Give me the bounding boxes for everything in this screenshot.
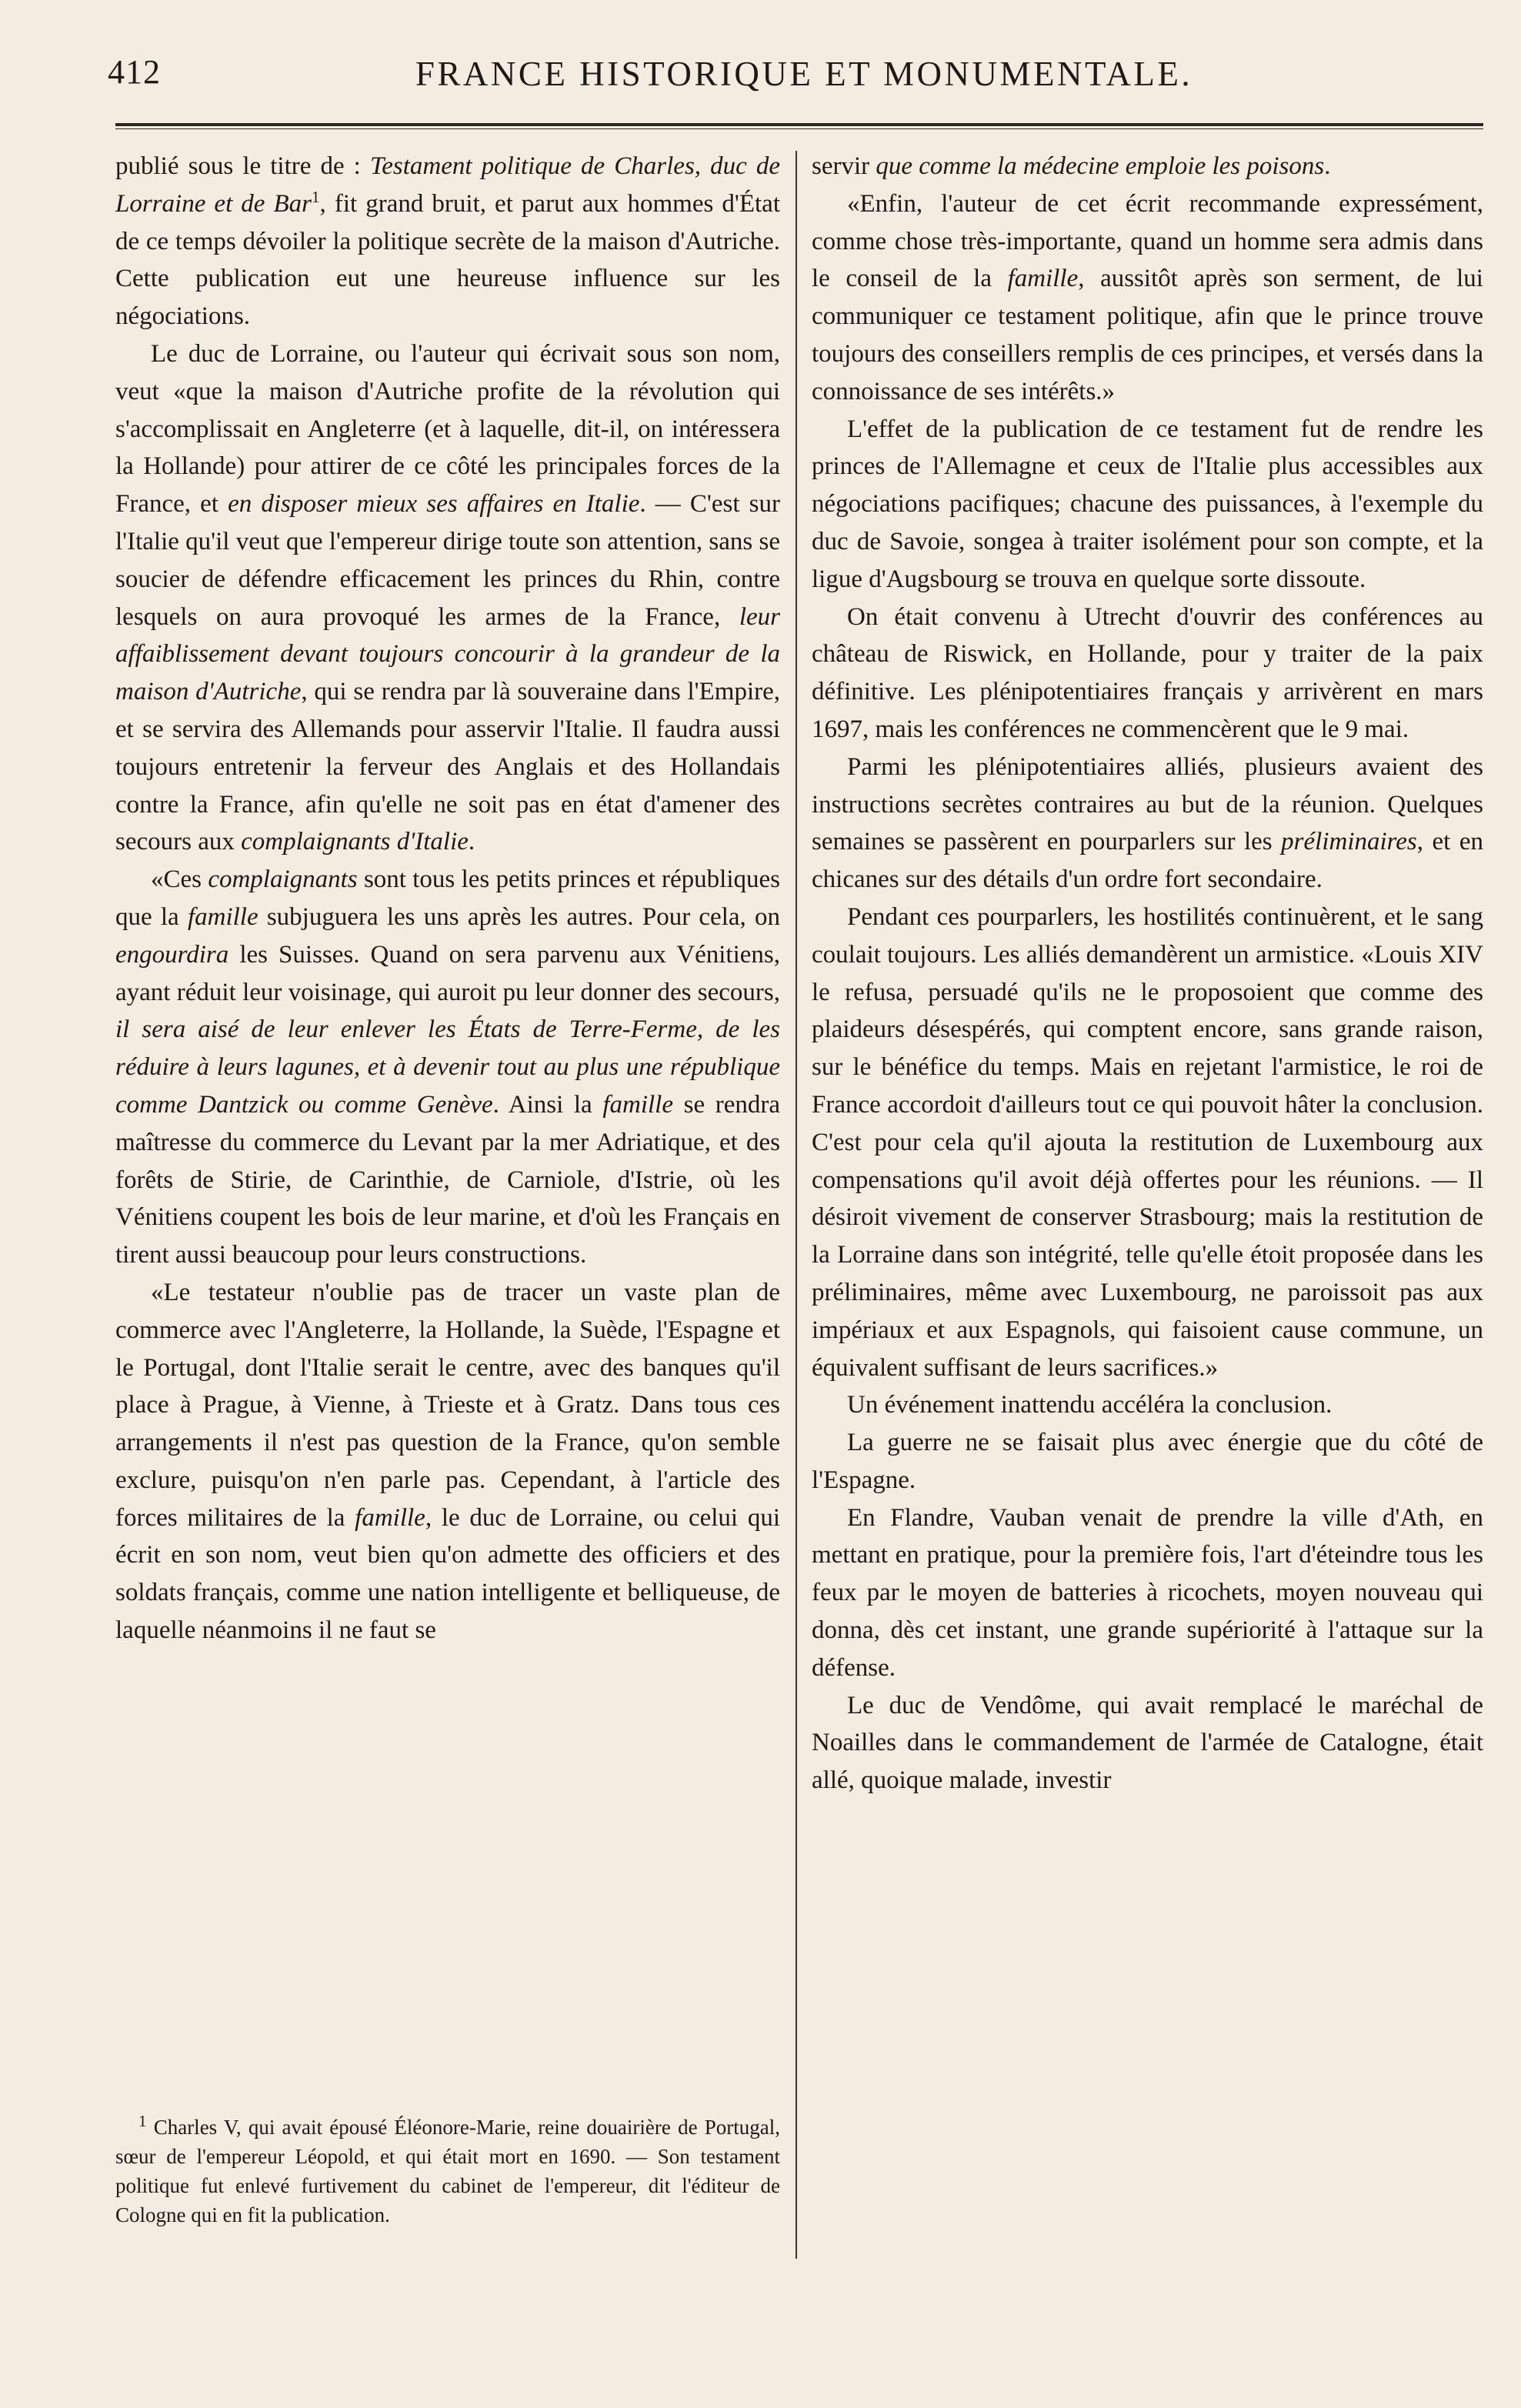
text-italic: que comme la médecine emploie les poisons [876, 152, 1325, 180]
text-run: , qui se rendra par là souveraine dans l'Empire, et se servira des Allemands pour asservir l'Italie. Il faudra aussi toujours entretenir la ferveur des Anglais et des Hollandais contre la France, afin qu'elle ne soit pas en état d'amener des secours aux [115, 678, 780, 856]
paragraph [812, 185, 1483, 411]
text-run: «Le testateur n'oublie pas de tracer un vaste plan de commerce avec l'Angleterre, la Hollande, la Suède, l'Espagne et le Portugal, dont l'Italie serait le centre, avec des banques qu'il place à Prague, à Vienne, à Trieste et à Gratz. Dans tous ces arrangements il n'est pas question de la France, qu'on semble exclure, puisqu'on n'en parle pas. Cependant, à l'article des forces militaires de la [115, 1278, 780, 1532]
paragraph: Pendant ces pourparlers, les hostilités continuèrent, et le sang coulait toujours. Les alliés demandèrent un armistice. «Louis XIV le refusa, persuadé qu'ils ne le proposoient que comme des plaideurs désespérés, qui comptent encore, sans grande raison, sur le bénéfice du temps. Mais en rejetant l'armistice, le roi de France accordoit d'ailleurs tout ce qui pouvoit hâter la conclusion. C'est pour cela qu'il ajouta la restitution de Luxembourg aux compensations qu'il avoit déjà offertes pour les réunions. — Il désiroit vivement de conserver Strasbourg; mais la restitution de la Lorraine dans son intégrité, telle qu'elle étoit proposée dans les préliminaires, même avec Luxembourg, ne paroissoit pas aux impériaux et aux Espagnols, qui faisoient cause commune, un équivalent suffisant de leurs sacrifices.» [812, 902, 1483, 1382]
text-italic: famille [1007, 265, 1079, 293]
text-run: «Enfin, l'auteur de cet écrit recommande expressément, comme chose très-importante, quand un homme sera admis dans le conseil de la [812, 189, 1483, 293]
text-run: se rendra maîtresse du commerce du Levant par la mer Adriatique, et des forêts de Stirie, de Carinthie, de Carniole, d'Istrie, où les Vénitiens coupent les bois de leur marine, et d'où les Français en tirent aussi beaucoup pour leurs constructions. [115, 1090, 781, 1269]
header-rule-thin [115, 128, 1483, 129]
text-run: , aussitôt après son serment, de lui communiquer ce testament politique, afin que le prince trouve toujours des conseillers remplis de ces principes, et versés dans la connoissance de ses intérêts.» [812, 265, 1483, 405]
text-run: . — C'est sur l'Italie qu'il veut que l'empereur dirige toute son attention, sans se soucier de défendre efficacement les princes du Rhin, contre lesquels on aura provoqué les armes de la France, [115, 490, 780, 631]
text-italic: préliminaires [1281, 828, 1417, 856]
text-italic: complaignants [208, 865, 358, 894]
left-column [115, 148, 780, 1649]
paragraph: En Flandre, Vauban venait de prendre la ville d'Ath, en mettant en pratique, pour la première fois, l'art d'éteindre tous les feux par le moyen de batteries à ricochets, moyen nouveau qui donna, dès cet instant, une grande supériorité à l'attaque sur la défense. [812, 1503, 1483, 1682]
paragraph [115, 148, 780, 335]
header-rule [115, 123, 1483, 126]
text-italic: il sera aisé de leur enlever les États de Terre-Ferme, de les réduire à leurs lagunes, et à devenir tout au plus une république comme Dantzick ou comme Genève [115, 1016, 780, 1119]
text-run: sont tous les petits princes et républiques que la [115, 865, 781, 931]
footnote-marker: 1 [138, 2112, 147, 2130]
column-divider [796, 151, 797, 2259]
footnote-marker: 1 [312, 187, 320, 206]
paragraph [812, 148, 1483, 185]
paragraph [115, 861, 780, 1274]
right-column [812, 148, 1483, 1799]
text-run: servir [812, 152, 876, 180]
text-italic: famille [602, 1090, 673, 1119]
text-run: . Ainsi la [492, 1090, 603, 1119]
text-run: , fit grand bruit, et parut aux hommes d'État de ce temps dévoiler la politique secrète de la maison d'Autriche. Cette publication eut une heureuse influence sur les négociations. [115, 189, 780, 331]
footnote-paragraph [115, 2113, 780, 2230]
text-run: «Ces [151, 865, 208, 894]
paragraph: On était convenu à Utrecht d'ouvrir des conférences au château de Riswick, en Hollande, pour y traiter de la paix définitive. Les plénipotentiaires français y arrivèrent en mars 1697, mais les conférences ne commencèrent que le 9 mai. [812, 602, 1483, 743]
text-run: , le duc de Lorraine, ou celui qui écrit en son nom, veut bien qu'on admette des officiers et des soldats français, comme une nation intelligente et belliqueuse, de laquelle néanmoins il ne faut se [115, 1503, 780, 1645]
paragraph [115, 1274, 780, 1649]
paragraph: Le duc de Vendôme, qui avait remplacé le maréchal de Noailles dans le commandement de l'armée de Catalogne, était allé, quoique malade, investir [812, 1691, 1483, 1795]
paragraph: Un événement inattendu accéléra la conclusion. [847, 1391, 1333, 1419]
page-number: 412 [108, 53, 161, 91]
text-run: publié sous le titre de : [115, 152, 370, 180]
text-run: subjuguera les uns après les autres. Pour cela, on [258, 902, 781, 931]
running-title: FRANCE HISTORIQUE ET MONUMENTALE. [415, 55, 1193, 93]
paragraph: L'effet de la publication de ce testament fut de rendre les princes de l'Allemagne et ceux de l'Italie plus accessibles aux négociations pacifiques; chacune des puissances, à l'exemple du duc de Savoie, songea à traiter isolément pour son compte, et la ligue d'Augsbourg se trouva en quelque sorte dissoute. [812, 415, 1483, 593]
text-run: Parmi les plénipotentiaires alliés, plusieurs avaient des instructions secrètes contraires au but de la réunion. Quelques semaines se passèrent en pourparlers sur les [812, 752, 1483, 856]
text-run: Le duc de Lorraine, ou l'auteur qui écrivait sous son nom, veut «que la maison d'Autriche profite de la révolution qui s'accomplissait en Angleterre (et à laquelle, dit-il, on intéressera la Hollande) pour attirer de ce côté les principales forces de la France, et [115, 339, 780, 519]
text-italic: famille [187, 902, 259, 931]
footnote-text: Charles V, qui avait épousé Éléonore-Marie, reine douairière de Portugal, sœur de l'empereur Léopold, et qui était mort en 1690. — Son testament politique fut enlevé furtivement du cabinet de l'empereur, dit l'éditeur de Cologne qui en fit la publication. [115, 2116, 780, 2226]
paragraph [812, 749, 1483, 899]
text-run: les Suisses. Quand on sera parvenu aux Vénitiens, ayant réduit leur voisinage, qui auroit pu leur donner des secours, [115, 940, 780, 1006]
text-italic: famille [355, 1503, 425, 1532]
text-run: , et en chicanes sur des détails d'un ordre fort secondaire. [812, 828, 1483, 894]
text-italic: leur affaiblissement devant toujours concourir à la grandeur de la maison d'Autriche [115, 602, 780, 706]
text-italic: complaignants d'Italie [241, 828, 469, 856]
footnote [115, 2113, 780, 2230]
text-italic: engourdira [115, 940, 229, 969]
paragraph [115, 335, 780, 861]
text-italic: en disposer mieux ses affaires en Italie [228, 490, 640, 519]
text-run: . [1324, 152, 1331, 180]
title-italic: Testament politique de Charles, duc de Lorraine et de Bar [115, 152, 780, 218]
text-run: . [468, 828, 475, 856]
paragraph: La guerre ne se faisait plus avec énergie que du côté de l'Espagne. [812, 1429, 1483, 1494]
